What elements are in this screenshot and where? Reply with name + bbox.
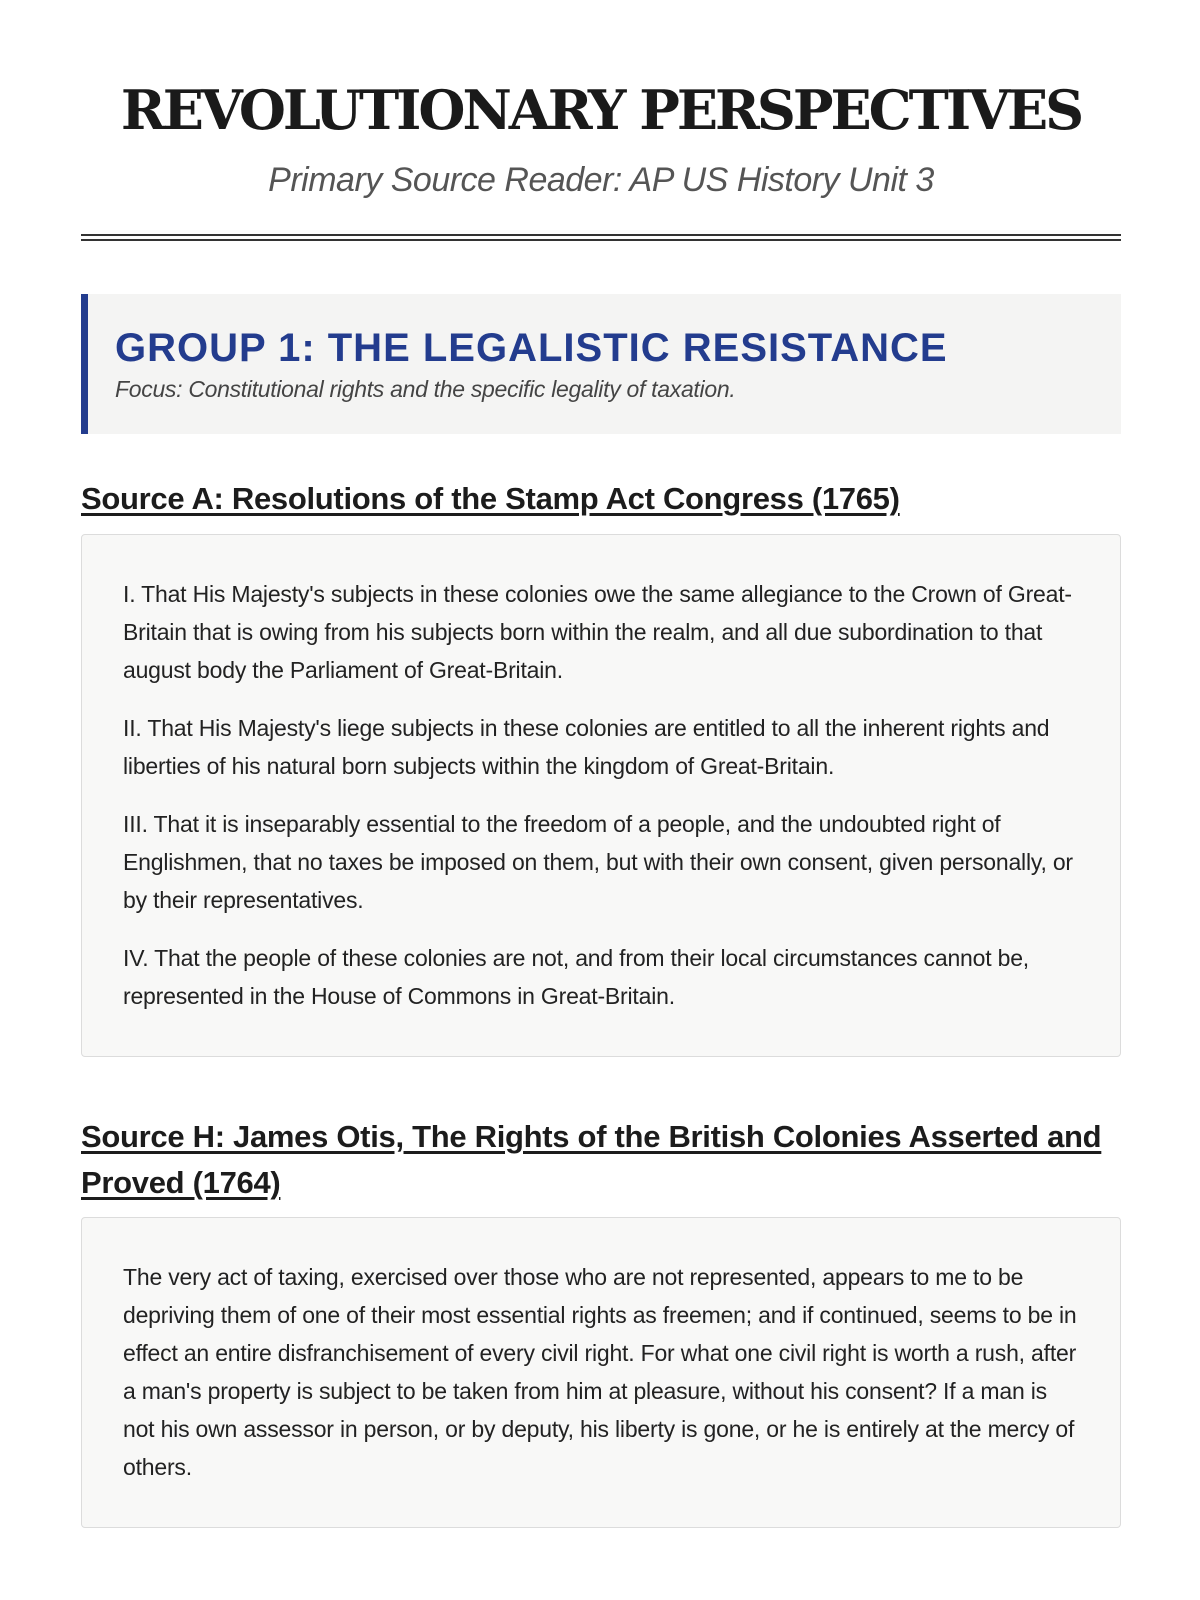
source-a-box: [81, 534, 1121, 1057]
group-title: GROUP 1: THE LEGALISTIC RESISTANCE: [115, 326, 948, 370]
source-a-resolution-3: III. That it is inseparably essential to the freedom of a people, and the undoubted right of Englishmen, that no taxes be imposed on them, but with their own consent, given personally, or by their representatives.: [123, 811, 1073, 913]
group-banner: [81, 294, 1121, 434]
source-h-heading: Source H: James Otis, The Rights of the British Colonies Asserted and Proved (1764): [81, 1119, 1102, 1200]
page-subtitle: Primary Source Reader: AP US History Unit 3: [268, 161, 934, 199]
page-title: REVOLUTIONARY PERSPECTIVES: [120, 78, 1082, 142]
source-a-resolution-1: I. That His Majesty's subjects in these colonies owe the same allegiance to the Crown of Great-Britain that is owing from his subjects born within the realm, and all due subordination to that august body the Parliament of Great-Britain.: [123, 581, 1072, 683]
source-a-resolution-4: IV. That the people of these colonies are not, and from their local circumstances cannot be, represented in the House of Commons in Great-Britain.: [123, 945, 1029, 1009]
group-focus: Focus: Constitutional rights and the specific legality of taxation.: [115, 376, 736, 402]
header-double-rule: [81, 234, 1121, 241]
source-a-resolution-2: II. That His Majesty's liege subjects in these colonies are entitled to all the inherent rights and liberties of his natural born subjects within the kingdom of Great-Britain.: [123, 715, 1050, 779]
source-h-box: [81, 1217, 1121, 1528]
source-h-paragraph: The very act of taxing, exercised over those who are not represented, appears to me to be depriving them of one of their most essential rights as freemen; and if continued, seems to be in effect an entire disfranchisement of every civil right. For what one civil right is worth a rush, after a man's property is subject to be taken from him at pleasure, without his consent? If a man is not his own assessor in person, or by deputy, his liberty is gone, or he is entirely at the mercy of others.: [123, 1264, 1077, 1480]
source-a-heading: Source A: Resolutions of the Stamp Act Congress (1765): [81, 481, 900, 516]
